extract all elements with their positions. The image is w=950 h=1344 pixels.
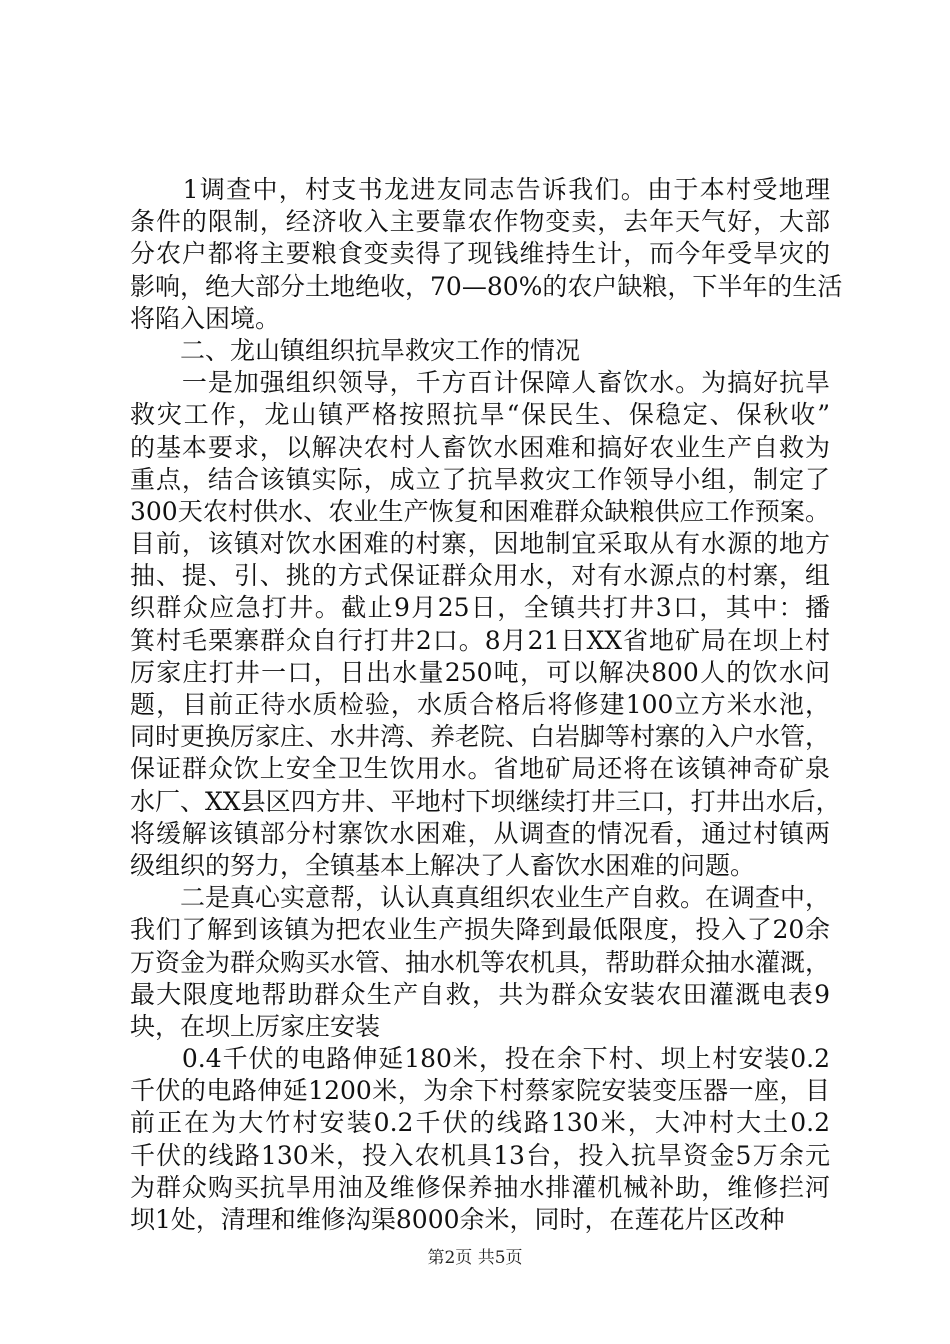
text-line: 级组织的努力，全镇基本上解决了人畜饮水困难的问题。	[130, 850, 756, 880]
text-line: 保证群众饮上安全卫生饮用水。省地矿局还将在该镇神奇矿泉	[130, 754, 830, 784]
text-line: 前正在为大竹村安装0.2千伏的线路130米，大冲村大土0.2	[130, 1108, 830, 1138]
text-line: 分农户都将主要粮食变卖得了现钱维持生计，而今年受旱灾的	[130, 239, 830, 269]
text-line: 的基本要求，以解决农村人畜饮水困难和搞好农业生产自救为	[130, 432, 830, 462]
paragraph-p4	[130, 882, 830, 1043]
text-line: 织群众应急打井。截止9月25日，全镇共打井3口，其中：播	[130, 593, 830, 623]
text-line: 万资金为群众购买水管、抽水机等农机具，帮助群众抽水灌溉，	[130, 947, 831, 977]
paragraph-p2	[130, 335, 830, 367]
text-line: 条件的限制，经济收入主要靠农作物变卖，去年天气好，大部	[130, 207, 830, 237]
text-line: 1调查中，村支书龙进友同志告诉我们。由于本村受地理	[130, 175, 830, 204]
text-line: 水厂、XX县区四方井、平地村下坝继续打井三口，打井出水后，	[130, 786, 841, 816]
text-line: 将缓解该镇部分村寨饮水困难，从调查的情况看，通过村镇两	[130, 818, 830, 848]
text-line: 影响，绝大部分土地绝收，70—80%的农户缺粮，下半年的生活	[130, 271, 843, 301]
paragraph-p3	[130, 367, 841, 882]
text-line: 厉家庄打井一口，日出水量250吨，可以解决800人的饮水问	[130, 657, 830, 687]
text-line: 一是加强组织领导，千方百计保障人畜饮水。为搞好抗旱	[130, 368, 830, 398]
text-line: 同时更换厉家庄、水井湾、养老院、白岩脚等村寨的入户水管，	[130, 722, 831, 752]
text-line: 重点，结合该镇实际，成立了抗旱救灾工作领导小组，制定了	[130, 464, 830, 494]
text-line: 0.4千伏的电路伸延180米，投在余下村、坝上村安装0.2	[130, 1044, 830, 1074]
text-line: 块，在坝上厉家庄安装	[130, 1011, 381, 1041]
text-line: 最大限度地帮助群众生产自救，共为群众安装农田灌溉电表9	[130, 979, 830, 1009]
text-line: 抽、提、引、挑的方式保证群众用水，对有水源点的村寨，组	[130, 561, 830, 591]
paragraph-p5	[130, 1043, 830, 1236]
text-line: 二是真心实意帮，认认真真组织农业生产自救。在调查中，	[130, 883, 831, 913]
page-footer: 第2页 共5页	[427, 1248, 523, 1268]
text-line: 目前，该镇对饮水困难的村寨，因地制宜采取从有水源的地方	[130, 529, 830, 559]
text-line: 二、龙山镇组织抗旱救灾工作的情况	[130, 335, 581, 365]
text-line: 坝1处，清理和维修沟渠8000余米，同时，在莲花片区改种	[130, 1205, 785, 1234]
text-line: 我们了解到该镇为把农业生产损失降到最低限度，投入了20余	[130, 915, 830, 945]
text-line: 题，目前正待水质检验，水质合格后将修建100立方米水池，	[130, 690, 830, 719]
text-line: 为群众购买抗旱用油及维修保养抽水排灌机械补助，维修拦河	[130, 1172, 830, 1202]
text-line: 救灾工作，龙山镇严格按照抗旱“保民生、保稳定、保秋收”	[130, 400, 830, 430]
text-line: 千伏的线路130米，投入农机具13台，投入抗旱资金5万余元	[130, 1140, 830, 1170]
text-line: 箕村毛栗寨群众自行打井2口。8月21日XX省地矿局在坝上村	[130, 625, 830, 655]
text-line: 将陷入困境。	[130, 303, 281, 333]
paragraph-p1	[130, 174, 843, 335]
text-line: 300天农村供水、农业生产恢复和困难群众缺粮供应工作预案。	[130, 496, 830, 526]
document-body	[130, 174, 843, 1236]
text-line: 千伏的电路伸延1200米，为余下村蔡家院安装变压器一座，目	[130, 1076, 830, 1106]
